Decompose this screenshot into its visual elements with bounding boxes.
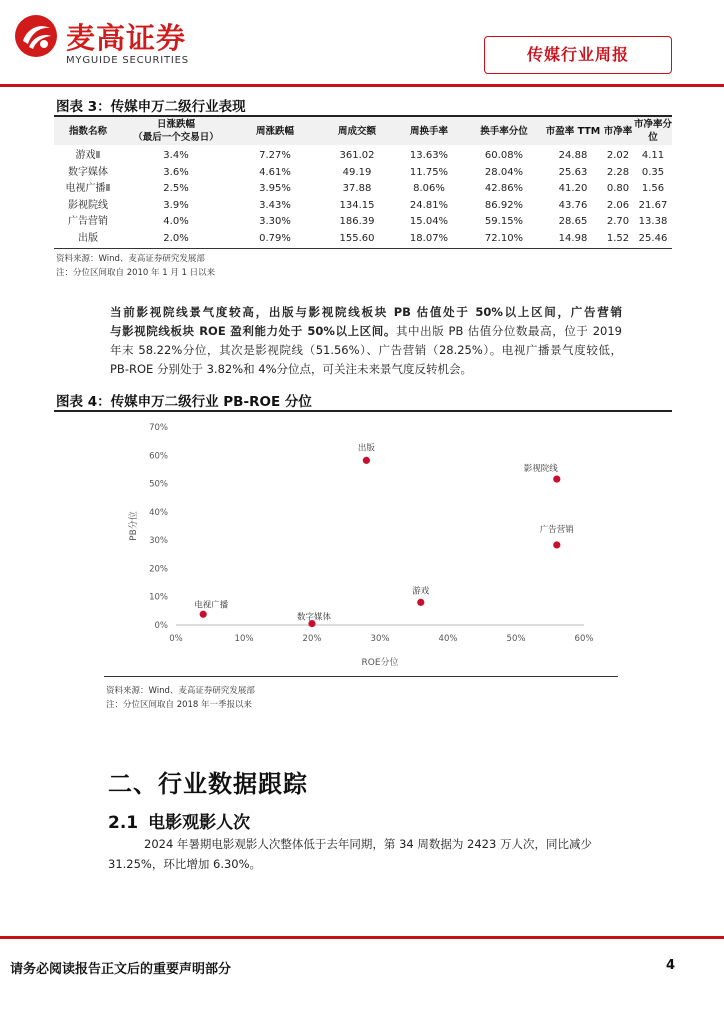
table-cell: 18.07% [409,232,449,244]
paragraph-line: PB-ROE 分别处于 3.82%和 4%分位点，可关注未来景气度反转机会。 [110,362,473,376]
table-cell: 13.38 [638,216,668,227]
chart-source: 资料来源：Wind、麦高证券研究发展部 [106,686,255,696]
table-row [54,181,672,197]
data-point-label: 电视广播 [194,600,229,611]
column-header: 周成交额 [337,125,376,137]
column-header: 周涨跌幅 [255,125,294,137]
table-cell: 59.15% [484,216,524,227]
table-cell: 4.0% [163,216,189,227]
section-paragraph [108,834,614,874]
brand-name: 麦高证券 [66,21,187,55]
row-label: 电视广播Ⅱ [65,183,111,194]
table-cell: 72.10% [484,232,524,244]
column-header: 市盈率 TTM [545,125,601,137]
table-cell: 42.86% [484,183,524,194]
table-cell: 155.60 [339,232,375,244]
table-cell: 2.06 [606,199,630,211]
table-cell: 41.20 [558,183,588,194]
table-cell: 3.6% [163,166,189,178]
column-header: 市净率分位 [634,119,673,143]
row-label: 游戏Ⅱ [75,150,101,161]
x-tick-label: 20% [302,634,322,644]
paragraph-line: 2024 年暑期电影观影人次整体低于去年同期，第 34 周数据为 2423 万人次，同比减少 [144,837,592,851]
page-number: 4 [666,958,676,973]
table-cell: 11.75% [409,166,449,178]
data-point [553,475,560,482]
y-tick-label: 40% [149,507,168,518]
y-tick-label: 10% [149,592,168,603]
table-cell: 15.04% [409,216,449,227]
table-cell: 3.4% [163,150,189,161]
table-row [54,165,672,181]
row-label: 广告营销 [68,216,108,227]
x-axis-label: ROE分位 [361,658,399,668]
data-point-label: 广告营销 [539,524,574,535]
table-cell: 2.70 [606,216,630,227]
chart-bottom-rule [104,676,618,677]
table-cell: 361.02 [339,150,375,161]
table-cell: 43.76 [558,199,588,211]
paragraph-line: 31.25%，环比增加 6.30%。 [108,857,262,871]
footer-disclaimer: 请务必阅读报告正文后的重要声明部分 [10,962,232,977]
analysis-paragraph [110,303,622,379]
chart-note: 注：分位区间取自 2018 年一季报以来 [106,700,253,710]
table-cell: 24.88 [558,150,588,161]
column-header: 周换手率 [409,125,448,137]
x-tick-label: 30% [370,634,390,644]
section-heading: 二、行业数据跟踪 [108,770,308,798]
table-cell: 3.43% [259,199,291,211]
table-bottom-rule [54,248,672,249]
y-tick-label: 70% [149,423,168,433]
table-cell: 0.79% [259,232,291,244]
table-cell: 86.92% [484,199,524,211]
table-cell: 4.61% [259,166,291,178]
table-cell: 134.15 [339,199,375,211]
table-cell: 1.56 [641,183,665,194]
table-cell: 3.95% [259,183,291,194]
column-header: 换手率分位 [480,125,528,137]
table-cell: 37.88 [342,183,372,194]
row-label: 影视院线 [68,199,108,211]
paragraph-line: 当前影视院线景气度较高，出版与影视院线板块 PB 估值处于 50%以上区间，广告营销 [110,305,622,319]
table-cell: 28.65 [558,216,588,227]
data-point [417,599,424,606]
table-cell: 24.81% [409,199,449,211]
table-cell: 25.46 [638,232,668,244]
x-tick-label: 0% [169,634,183,644]
table-cell: 60.08% [484,150,524,161]
table-cell: 3.9% [163,199,189,211]
table-row [54,214,672,230]
data-point [363,457,370,464]
table-note: 注：分位区间取自 2010 年 1 月 1 日以来 [56,268,216,278]
table-cell: 14.98 [558,232,588,244]
table-title: 图表 3：传媒申万二级行业表现 [56,99,246,115]
chart-top-rule [54,410,672,412]
y-axis-label: PB分位 [129,511,139,541]
table-cell: 186.39 [339,216,375,227]
data-point-label: 游戏 [412,586,430,597]
table-cell: 2.02 [606,150,630,161]
x-tick-label: 60% [574,634,594,644]
x-tick-label: 50% [506,634,526,644]
table-cell: 0.35 [641,166,665,178]
table-cell: 3.30% [259,216,291,227]
data-point [553,541,560,548]
table-row [54,198,672,214]
column-header: 日涨跌幅 （最后一个交易日） [133,119,219,143]
row-label: 数字媒体 [68,166,108,178]
y-tick-label: 20% [149,564,168,575]
pb-roe-scatter-chart [54,415,672,670]
data-point-label: 数字媒体 [296,612,332,623]
table-cell: 7.27% [259,150,291,161]
x-tick-label: 10% [234,634,254,644]
table-cell: 2.5% [163,183,189,194]
row-label: 出版 [78,232,98,244]
paragraph-line: 年末 58.22%分位，其次是影视院线（51.56%）、广告营销（28.25%）。电视广播景气度较低， [110,343,622,357]
column-header: 指数名称 [68,125,107,137]
table-row [54,148,672,164]
table-cell: 2.28 [606,166,630,178]
table-cell: 4.11 [641,150,665,161]
y-tick-label: 60% [149,451,168,462]
table-cell: 0.80 [606,183,630,194]
paragraph-line: 与影视院线板块 ROE 盈利能力处于 50%以上区间。其中出版 PB 估值分位数最高，位于 2019 [110,324,622,338]
footer-divider [0,936,724,939]
data-point-label: 出版 [357,443,375,454]
y-tick-label: 30% [149,536,168,547]
y-tick-label: 0% [154,621,168,631]
chart-title: 图表 4：传媒申万二级行业 PB-ROE 分位 [56,394,312,410]
table-cell: 25.63 [558,166,588,178]
brand-name-en: MYGUIDE SECURITIES [66,55,189,66]
table-cell: 2.0% [163,232,189,244]
table-cell: 21.67 [638,199,668,211]
x-tick-label: 40% [438,634,458,644]
table-cell: 1.52 [606,232,630,244]
header-divider [0,84,724,87]
subsection-heading: 2.1 电影观影人次 [108,813,251,833]
table-row [54,231,672,247]
table-source: 资料来源：Wind、麦高证券研究发展部 [56,254,205,264]
table-cell: 8.06% [413,183,445,194]
table-cell: 13.63% [409,150,449,161]
y-tick-label: 50% [149,479,168,490]
report-type-badge: 传媒行业周报 [484,36,672,74]
brand-logo-icon [14,14,58,58]
table-header [54,117,672,145]
data-point-label: 影视院线 [523,464,558,475]
table-cell: 49.19 [342,166,372,178]
column-header: 市净率 [603,125,633,137]
data-point [200,611,207,618]
table-cell: 28.04% [484,166,524,178]
